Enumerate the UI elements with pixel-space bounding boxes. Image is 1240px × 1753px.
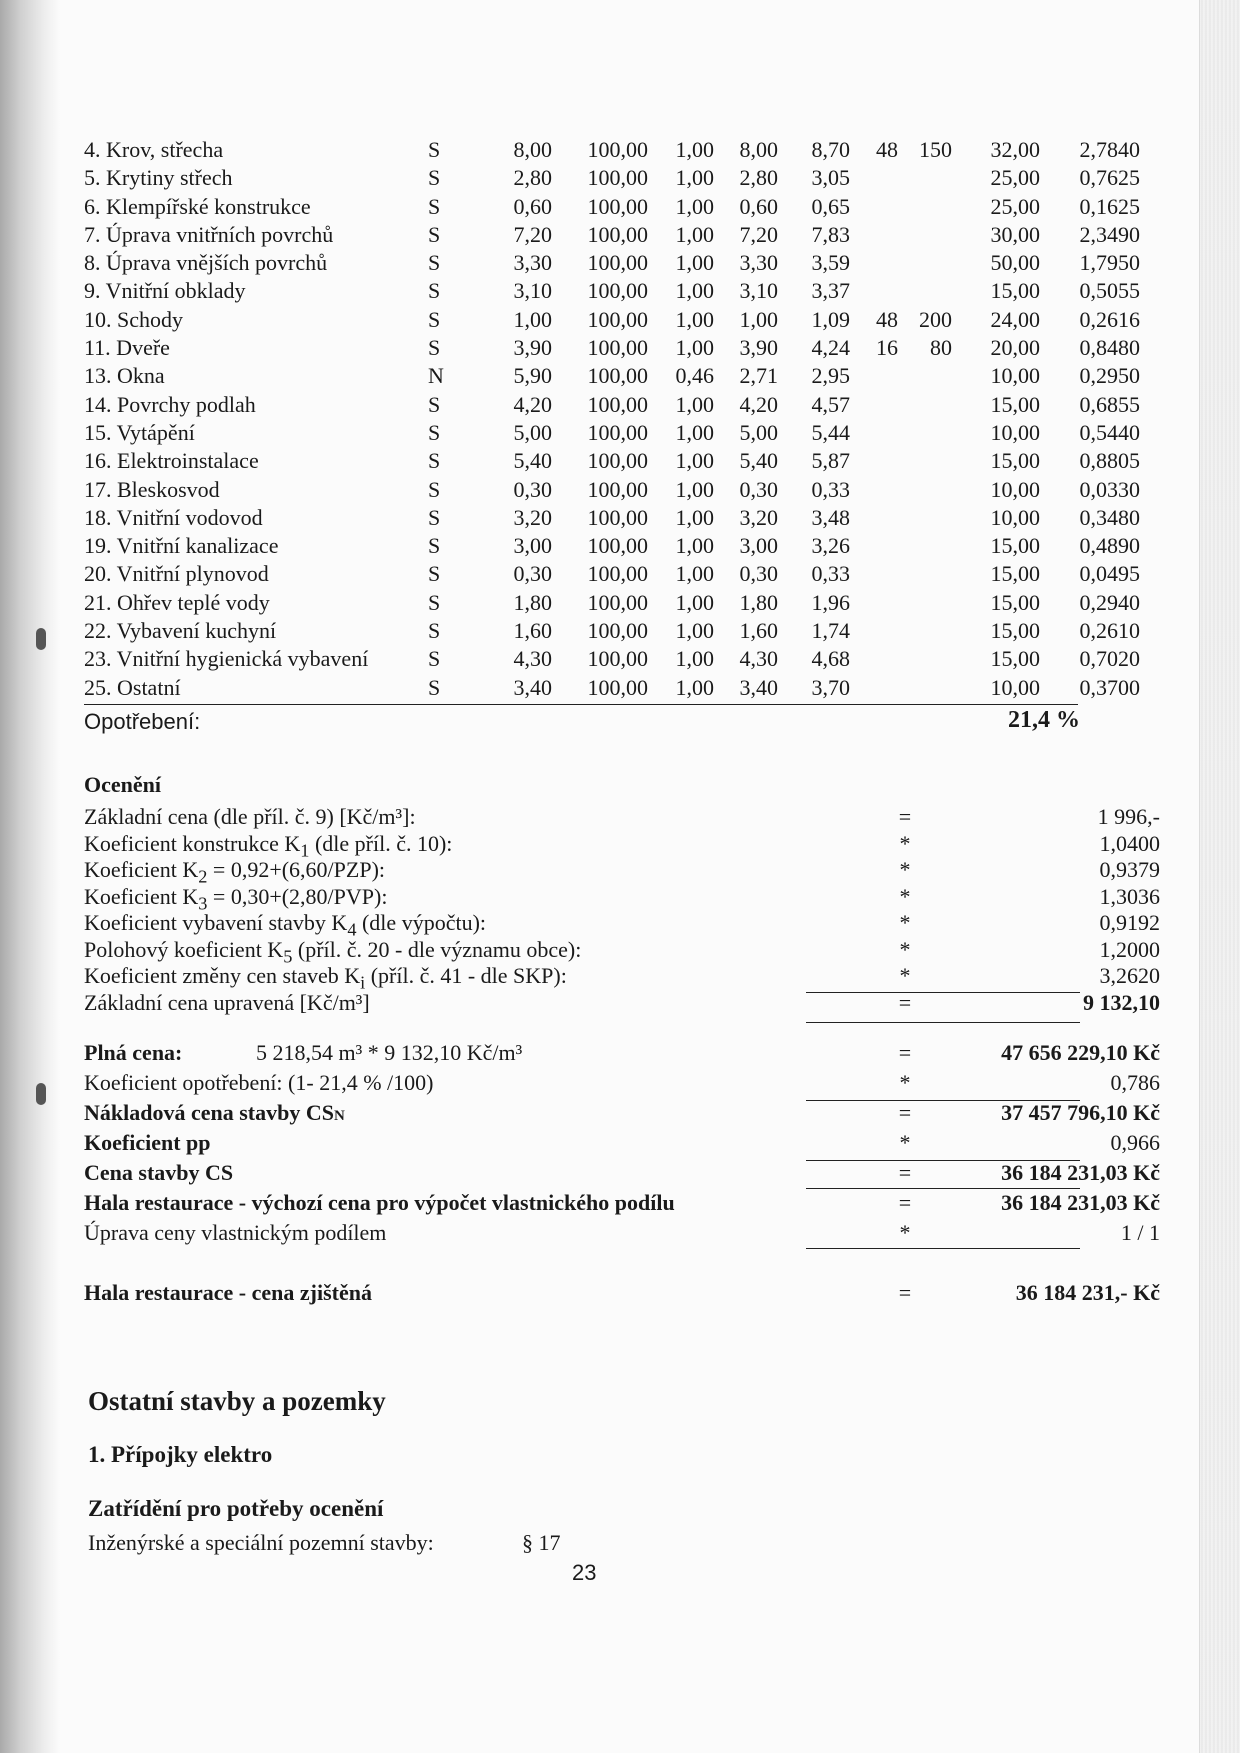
cell-type: S xyxy=(428,221,441,247)
cell-type: S xyxy=(428,335,441,361)
rule-adjusted xyxy=(806,1022,1080,1023)
cell-v2: 100,00 xyxy=(587,589,648,615)
wear-value: 21,4 % xyxy=(1008,707,1080,733)
cell-v3: 1,00 xyxy=(675,137,714,162)
table-row xyxy=(84,391,1140,419)
cell-v1: 5,40 xyxy=(513,448,552,474)
share-op: * xyxy=(899,1220,911,1245)
other-item: 1. Přípojky elektro xyxy=(88,1442,273,1467)
full-price-label: Plná cena: xyxy=(84,1040,183,1065)
cell-v5: 3,48 xyxy=(811,504,850,530)
cell-v5: 5,44 xyxy=(811,419,850,445)
cell-name: 23. Vnitřní hygienická vybavení xyxy=(84,646,369,672)
base-price-row xyxy=(84,804,1160,831)
cell-v3: 1,00 xyxy=(675,646,714,672)
cell-name: 15. Vytápění xyxy=(84,419,195,445)
cell-v3: 0,46 xyxy=(675,363,714,389)
cell-v3: 1,00 xyxy=(675,335,714,361)
cell-v8: 10,00 xyxy=(990,363,1040,389)
cell-v1: 3,10 xyxy=(513,278,552,304)
cell-v3: 1,00 xyxy=(675,165,714,191)
valuation-title: Ocenění xyxy=(84,772,161,797)
k2-row xyxy=(84,857,1160,887)
cell-v9: 0,2950 xyxy=(1079,363,1140,389)
rule-share xyxy=(806,1248,1080,1249)
cell-v5: 0,33 xyxy=(811,476,850,502)
cell-v3: 1,00 xyxy=(675,674,714,700)
cell-v3: 1,00 xyxy=(675,504,714,530)
table-row xyxy=(84,334,1140,362)
cell-v2: 100,00 xyxy=(587,221,648,247)
k4-value: 0,9192 xyxy=(1099,910,1160,935)
cell-type: S xyxy=(428,589,441,615)
binding-hole xyxy=(36,628,46,650)
cell-v2: 100,00 xyxy=(587,137,648,162)
price-lines xyxy=(84,1040,1160,1250)
cell-name: 19. Vnitřní kanalizace xyxy=(84,533,279,559)
cell-v1: 4,20 xyxy=(513,391,552,417)
cell-type: S xyxy=(428,193,441,219)
cell-v2: 100,00 xyxy=(587,278,648,304)
cell-v3: 1,00 xyxy=(675,250,714,276)
k3-op: * xyxy=(899,883,911,909)
cell-v1: 5,00 xyxy=(513,419,552,445)
hall-start-op: = xyxy=(898,1190,912,1215)
cs-op: = xyxy=(898,1160,912,1185)
cell-type: S xyxy=(428,306,441,332)
table-row xyxy=(84,164,1140,192)
cell-v2: 100,00 xyxy=(587,618,648,644)
cell-type: S xyxy=(428,618,441,644)
cell-type: S xyxy=(428,448,441,474)
cell-v1: 1,60 xyxy=(513,618,552,644)
cell-name: 8. Úprava vnějších povrchů xyxy=(84,250,328,276)
cell-v8: 15,00 xyxy=(990,589,1040,615)
cell-v8: 15,00 xyxy=(990,561,1040,587)
wear-label: Opotřebení: xyxy=(84,709,201,734)
table-row xyxy=(84,560,1140,588)
cell-v3: 1,00 xyxy=(675,448,714,474)
cell-v3: 1,00 xyxy=(675,221,714,247)
cell-type: S xyxy=(428,646,441,672)
cell-v2: 100,00 xyxy=(587,533,648,559)
k5-label: Polohový koeficient $K_5$ (příl. č. 20 - dle významu obce): xyxy=(84,936,582,966)
pp-op: * xyxy=(899,1130,911,1155)
cell-v9: 0,3480 xyxy=(1079,504,1140,530)
cell-v1: 3,20 xyxy=(513,504,552,530)
cell-v9: 0,2610 xyxy=(1079,618,1140,644)
cell-v5: 3,05 xyxy=(811,165,850,191)
cell-v1: 0,30 xyxy=(513,476,552,502)
rule-ki xyxy=(806,992,1080,993)
table-row xyxy=(84,674,1140,702)
cell-v8: 15,00 xyxy=(990,646,1040,672)
cell-name: 22. Vybavení kuchyní xyxy=(84,618,277,644)
components-table xyxy=(84,136,1140,702)
table-row xyxy=(84,645,1140,673)
cell-v8: 10,00 xyxy=(990,419,1040,445)
cell-v3: 1,00 xyxy=(675,533,714,559)
cell-v4: 3,90 xyxy=(739,335,778,361)
cell-v8: 15,00 xyxy=(990,533,1040,559)
cell-v8: 10,00 xyxy=(990,504,1040,530)
cell-type: S xyxy=(428,419,441,445)
cell-v2: 100,00 xyxy=(587,250,648,276)
cell-v4: 3,10 xyxy=(739,278,778,304)
cell-v5: 3,37 xyxy=(811,278,850,304)
cell-name: 14. Povrchy podlah xyxy=(84,391,256,417)
cell-v9: 1,7950 xyxy=(1079,250,1140,276)
share-row xyxy=(84,1220,1160,1250)
rule-cs xyxy=(806,1188,1080,1189)
cell-v5: 3,59 xyxy=(811,250,850,276)
cell-name: 7. Úprava vnitřních povrchů xyxy=(84,221,334,247)
cell-v4: 1,80 xyxy=(739,589,778,615)
ki-row xyxy=(84,963,1160,993)
cs-label: Cena stavby CS xyxy=(84,1160,234,1185)
cell-v4: 5,40 xyxy=(739,448,778,474)
table-row xyxy=(84,277,1140,305)
full-price-formula: 5 218,54 m³ * 9 132,10 Kč/m³ xyxy=(256,1040,523,1065)
cell-v1: 3,40 xyxy=(513,674,552,700)
cell-name: 20. Vnitřní plynovod xyxy=(84,561,269,587)
table-row xyxy=(84,249,1140,277)
cell-type: S xyxy=(428,278,441,304)
cell-name: 16. Elektroinstalace xyxy=(84,448,259,474)
base-price-value: 1 996,- xyxy=(1097,804,1160,829)
k3-label: Koeficient $K_3 = 0,30+(2,80/PVP)$: xyxy=(84,883,388,913)
cell-v1: 7,20 xyxy=(513,221,552,247)
cell-v8: 10,00 xyxy=(990,476,1040,502)
cell-v5: 1,96 xyxy=(811,589,850,615)
cell-type: S xyxy=(428,137,441,162)
share-label: Úprava ceny vlastnickým podílem xyxy=(84,1220,387,1245)
wear-coef-value: 0,786 xyxy=(1110,1070,1160,1095)
cell-v2: 100,00 xyxy=(587,193,648,219)
cell-type: S xyxy=(428,561,441,587)
table-row xyxy=(84,504,1140,532)
cell-v5: 8,70 xyxy=(811,137,850,162)
full-price-row xyxy=(84,1040,1160,1070)
hall-final-value: 36 184 231,- Kč xyxy=(1015,1280,1160,1305)
cell-v9: 0,8480 xyxy=(1079,335,1140,361)
cell-v1: 5,90 xyxy=(513,363,552,389)
cell-v4: 7,20 xyxy=(739,221,778,247)
cell-v4: 3,30 xyxy=(739,250,778,276)
cell-name: 17. Bleskosvod xyxy=(84,476,220,502)
cell-v2: 100,00 xyxy=(587,646,648,672)
cell-type: S xyxy=(428,476,441,502)
cost-price-op: = xyxy=(898,1100,912,1125)
cell-v3: 1,00 xyxy=(675,391,714,417)
cell-v4: 3,40 xyxy=(739,674,778,700)
k2-value: 0,9379 xyxy=(1099,857,1160,882)
cell-v4: 4,20 xyxy=(739,391,778,417)
cell-v5: 0,65 xyxy=(811,193,850,219)
cell-v9: 0,0330 xyxy=(1079,476,1140,502)
cell-v1: 1,00 xyxy=(513,306,552,332)
cost-price-value: 37 457 796,10 Kč xyxy=(1001,1100,1160,1125)
cell-v1: 3,30 xyxy=(513,250,552,276)
cell-v9: 0,5055 xyxy=(1079,278,1140,304)
cell-name: 13. Okna xyxy=(84,363,165,389)
cell-v8: 30,00 xyxy=(990,221,1040,247)
cell-v7: 150 xyxy=(919,137,952,162)
cell-v9: 2,7840 xyxy=(1079,137,1140,162)
cell-v5: 3,26 xyxy=(811,533,850,559)
cell-v7: 200 xyxy=(919,306,952,332)
cell-type: S xyxy=(428,165,441,191)
cell-v9: 0,5440 xyxy=(1079,419,1140,445)
cell-v9: 2,3490 xyxy=(1079,221,1140,247)
table-row xyxy=(84,306,1140,334)
cell-v9: 0,2616 xyxy=(1079,306,1140,332)
hall-final-op: = xyxy=(898,1280,912,1305)
cell-v9: 0,8805 xyxy=(1079,448,1140,474)
cell-v3: 1,00 xyxy=(675,618,714,644)
table-row xyxy=(84,617,1140,645)
hall-start-label: Hala restaurace - výchozí cena pro výpočet vlastnického podílu xyxy=(84,1190,675,1215)
k1-label: Koeficient konstrukce $K_1$ (dle příl. č. 10): xyxy=(84,830,453,860)
cell-v4: 2,71 xyxy=(739,363,778,389)
cell-name: 21. Ohřev teplé vody xyxy=(84,589,270,615)
cell-v5: 4,68 xyxy=(811,646,850,672)
cell-type: S xyxy=(428,250,441,276)
cell-v2: 100,00 xyxy=(587,504,648,530)
cell-v1: 3,90 xyxy=(513,335,552,361)
cell-v1: 8,00 xyxy=(513,137,552,162)
cell-v5: 1,74 xyxy=(811,618,850,644)
cell-name: 11. Dveře xyxy=(84,335,170,361)
cell-v8: 32,00 xyxy=(990,137,1040,162)
cell-v9: 0,6855 xyxy=(1079,391,1140,417)
cell-v7: 80 xyxy=(930,335,952,361)
adjusted-row xyxy=(84,989,1160,1017)
cell-v4: 4,30 xyxy=(739,646,778,672)
cell-v4: 1,00 xyxy=(739,306,778,332)
cell-name: 5. Krytiny střech xyxy=(84,165,233,191)
cell-v1: 0,30 xyxy=(513,561,552,587)
cs-value: 36 184 231,03 Kč xyxy=(1001,1160,1160,1185)
cell-v3: 1,00 xyxy=(675,419,714,445)
classification-value: § 17 xyxy=(522,1530,561,1555)
k4-label: Koeficient vybavení stavby $K_4$ (dle výpočtu): xyxy=(84,910,487,940)
k4-row xyxy=(84,910,1160,940)
cell-v8: 50,00 xyxy=(990,250,1040,276)
cell-v8: 20,00 xyxy=(990,335,1040,361)
cell-v5: 4,57 xyxy=(811,391,850,417)
cell-v2: 100,00 xyxy=(587,306,648,332)
cell-type: S xyxy=(428,674,441,700)
table-row xyxy=(84,221,1140,249)
cell-v4: 0,30 xyxy=(739,561,778,587)
cell-v8: 24,00 xyxy=(990,306,1040,332)
final-line xyxy=(84,1280,1160,1307)
ki-op: * xyxy=(899,963,911,988)
cell-v3: 1,00 xyxy=(675,561,714,587)
cell-type: S xyxy=(428,391,441,417)
classification-title: Zatřídění pro potřeby ocenění xyxy=(88,1496,384,1521)
table-row xyxy=(84,136,1140,164)
cell-v8: 15,00 xyxy=(990,278,1040,304)
cell-v2: 100,00 xyxy=(587,335,648,361)
hall-start-value: 36 184 231,03 Kč xyxy=(1001,1190,1160,1215)
other-title: Ostatní stavby a pozemky xyxy=(88,1386,386,1416)
cell-v9: 0,3700 xyxy=(1079,674,1140,700)
wear-coef-label: Koeficient opotřebení: (1- 21,4 % /100) xyxy=(84,1070,434,1095)
cell-v2: 100,00 xyxy=(587,674,648,700)
cell-v2: 100,00 xyxy=(587,363,648,389)
cell-v4: 5,00 xyxy=(739,419,778,445)
table-row xyxy=(84,476,1140,504)
k3-value: 1,3036 xyxy=(1099,883,1160,909)
ki-label: Koeficient změny cen staveb $K_i$ (příl. č. 41 - dle SKP): xyxy=(84,963,567,993)
cell-v2: 100,00 xyxy=(587,476,648,502)
cell-v3: 1,00 xyxy=(675,278,714,304)
k3-row xyxy=(84,883,1160,913)
cell-v1: 3,00 xyxy=(513,533,552,559)
scan-left-edge xyxy=(0,0,60,1753)
cell-v2: 100,00 xyxy=(587,419,648,445)
cell-v2: 100,00 xyxy=(587,165,648,191)
cell-v9: 0,7625 xyxy=(1079,165,1140,191)
cell-v3: 1,00 xyxy=(675,306,714,332)
cs-row xyxy=(84,1160,1160,1190)
table-row xyxy=(84,419,1140,447)
cell-v9: 0,1625 xyxy=(1079,193,1140,219)
cell-v4: 2,80 xyxy=(739,165,778,191)
k2-label: Koeficient $K_2 = 0,92+(6,60/PZP)$: xyxy=(84,857,386,887)
hall-final-row xyxy=(84,1280,1160,1307)
rule-wear-coef xyxy=(806,1100,1080,1101)
rule-pp xyxy=(806,1160,1080,1161)
classification-label: Inženýrské a speciální pozemní stavby: xyxy=(88,1530,434,1555)
valuation-lines xyxy=(84,804,1160,1016)
cell-v2: 100,00 xyxy=(587,561,648,587)
k5-value: 1,2000 xyxy=(1099,936,1160,962)
k5-op: * xyxy=(899,936,911,962)
cell-v5: 4,24 xyxy=(811,335,850,361)
cell-v8: 10,00 xyxy=(990,674,1040,700)
cell-v5: 5,87 xyxy=(811,448,850,474)
cell-v5: 3,70 xyxy=(811,674,850,700)
base-price-label: Základní cena (dle příl. č. 9) [Kč/m³]: xyxy=(84,804,416,829)
cell-v9: 0,2940 xyxy=(1079,589,1140,615)
cell-name: 6. Klempířské konstrukce xyxy=(84,193,311,219)
k1-op: * xyxy=(899,830,911,856)
full-price-value: 47 656 229,10 Kč xyxy=(1001,1040,1160,1065)
cell-v8: 15,00 xyxy=(990,448,1040,474)
wear-coef-op: * xyxy=(899,1070,911,1095)
cell-v8: 15,00 xyxy=(990,618,1040,644)
cell-name: 18. Vnitřní vodovod xyxy=(84,504,263,530)
cell-v9: 0,4890 xyxy=(1079,533,1140,559)
k1-row xyxy=(84,830,1160,860)
cell-name: 10. Schody xyxy=(84,306,183,332)
cell-v6: 16 xyxy=(876,335,898,361)
pp-row xyxy=(84,1130,1160,1160)
cell-name: 4. Krov, střecha xyxy=(84,137,224,162)
full-price-op: = xyxy=(898,1040,912,1065)
table-row xyxy=(84,362,1140,390)
cell-v4: 3,20 xyxy=(739,504,778,530)
cell-v4: 3,00 xyxy=(739,533,778,559)
cell-v9: 0,7020 xyxy=(1079,646,1140,672)
cell-v4: 8,00 xyxy=(739,137,778,162)
k2-op: * xyxy=(899,857,911,882)
table-row xyxy=(84,193,1140,221)
hall-final-label: Hala restaurace - cena zjištěná xyxy=(84,1280,372,1305)
cell-v8: 15,00 xyxy=(990,391,1040,417)
page-number: 23 xyxy=(572,1560,597,1585)
cell-v2: 100,00 xyxy=(587,448,648,474)
adjusted-value: 9 132,10 xyxy=(1083,989,1160,1015)
cell-name: 9. Vnitřní obklady xyxy=(84,278,246,304)
share-value: 1 / 1 xyxy=(1120,1220,1160,1245)
k1-value: 1,0400 xyxy=(1099,830,1160,856)
pp-label: Koeficient pp xyxy=(84,1130,211,1155)
binding-hole xyxy=(36,1083,46,1105)
cost-price-label: Nákladová cena stavby CSN xyxy=(84,1100,345,1125)
table-row xyxy=(84,447,1140,475)
cell-v3: 1,00 xyxy=(675,193,714,219)
cell-v5: 7,83 xyxy=(811,221,850,247)
cell-v9: 0,0495 xyxy=(1079,561,1140,587)
wear-coef-row xyxy=(84,1070,1160,1100)
scan-right-edge xyxy=(1199,0,1240,1753)
base-price-op: = xyxy=(898,804,912,829)
cell-v4: 1,60 xyxy=(739,618,778,644)
cell-v8: 25,00 xyxy=(990,165,1040,191)
cell-type: N xyxy=(428,363,444,389)
k5-row xyxy=(84,936,1160,966)
cell-v8: 25,00 xyxy=(990,193,1040,219)
cell-type: S xyxy=(428,504,441,530)
cell-v3: 1,00 xyxy=(675,476,714,502)
ki-value: 3,2620 xyxy=(1099,963,1160,988)
pp-value: 0,966 xyxy=(1110,1130,1160,1155)
cell-v5: 0,33 xyxy=(811,561,850,587)
hall-start-row xyxy=(84,1190,1160,1220)
cell-v1: 2,80 xyxy=(513,165,552,191)
adjusted-op: = xyxy=(898,989,912,1015)
cell-v2: 100,00 xyxy=(587,391,648,417)
cell-v5: 2,95 xyxy=(811,363,850,389)
cell-v1: 0,60 xyxy=(513,193,552,219)
cell-v5: 1,09 xyxy=(811,306,850,332)
table-divider xyxy=(84,704,1078,705)
cell-v1: 4,30 xyxy=(513,646,552,672)
cell-v6: 48 xyxy=(876,137,898,162)
cell-v4: 0,60 xyxy=(739,193,778,219)
table-row xyxy=(84,589,1140,617)
cell-v6: 48 xyxy=(876,306,898,332)
cell-v3: 1,00 xyxy=(675,589,714,615)
cell-v4: 0,30 xyxy=(739,476,778,502)
cost-price-row xyxy=(84,1100,1160,1130)
adjusted-label: Základní cena upravená [Kč/m³] xyxy=(84,989,370,1015)
cell-name: 25. Ostatní xyxy=(84,674,181,700)
k4-op: * xyxy=(899,910,911,935)
table-row xyxy=(84,532,1140,560)
cell-v1: 1,80 xyxy=(513,589,552,615)
cell-type: S xyxy=(428,533,441,559)
